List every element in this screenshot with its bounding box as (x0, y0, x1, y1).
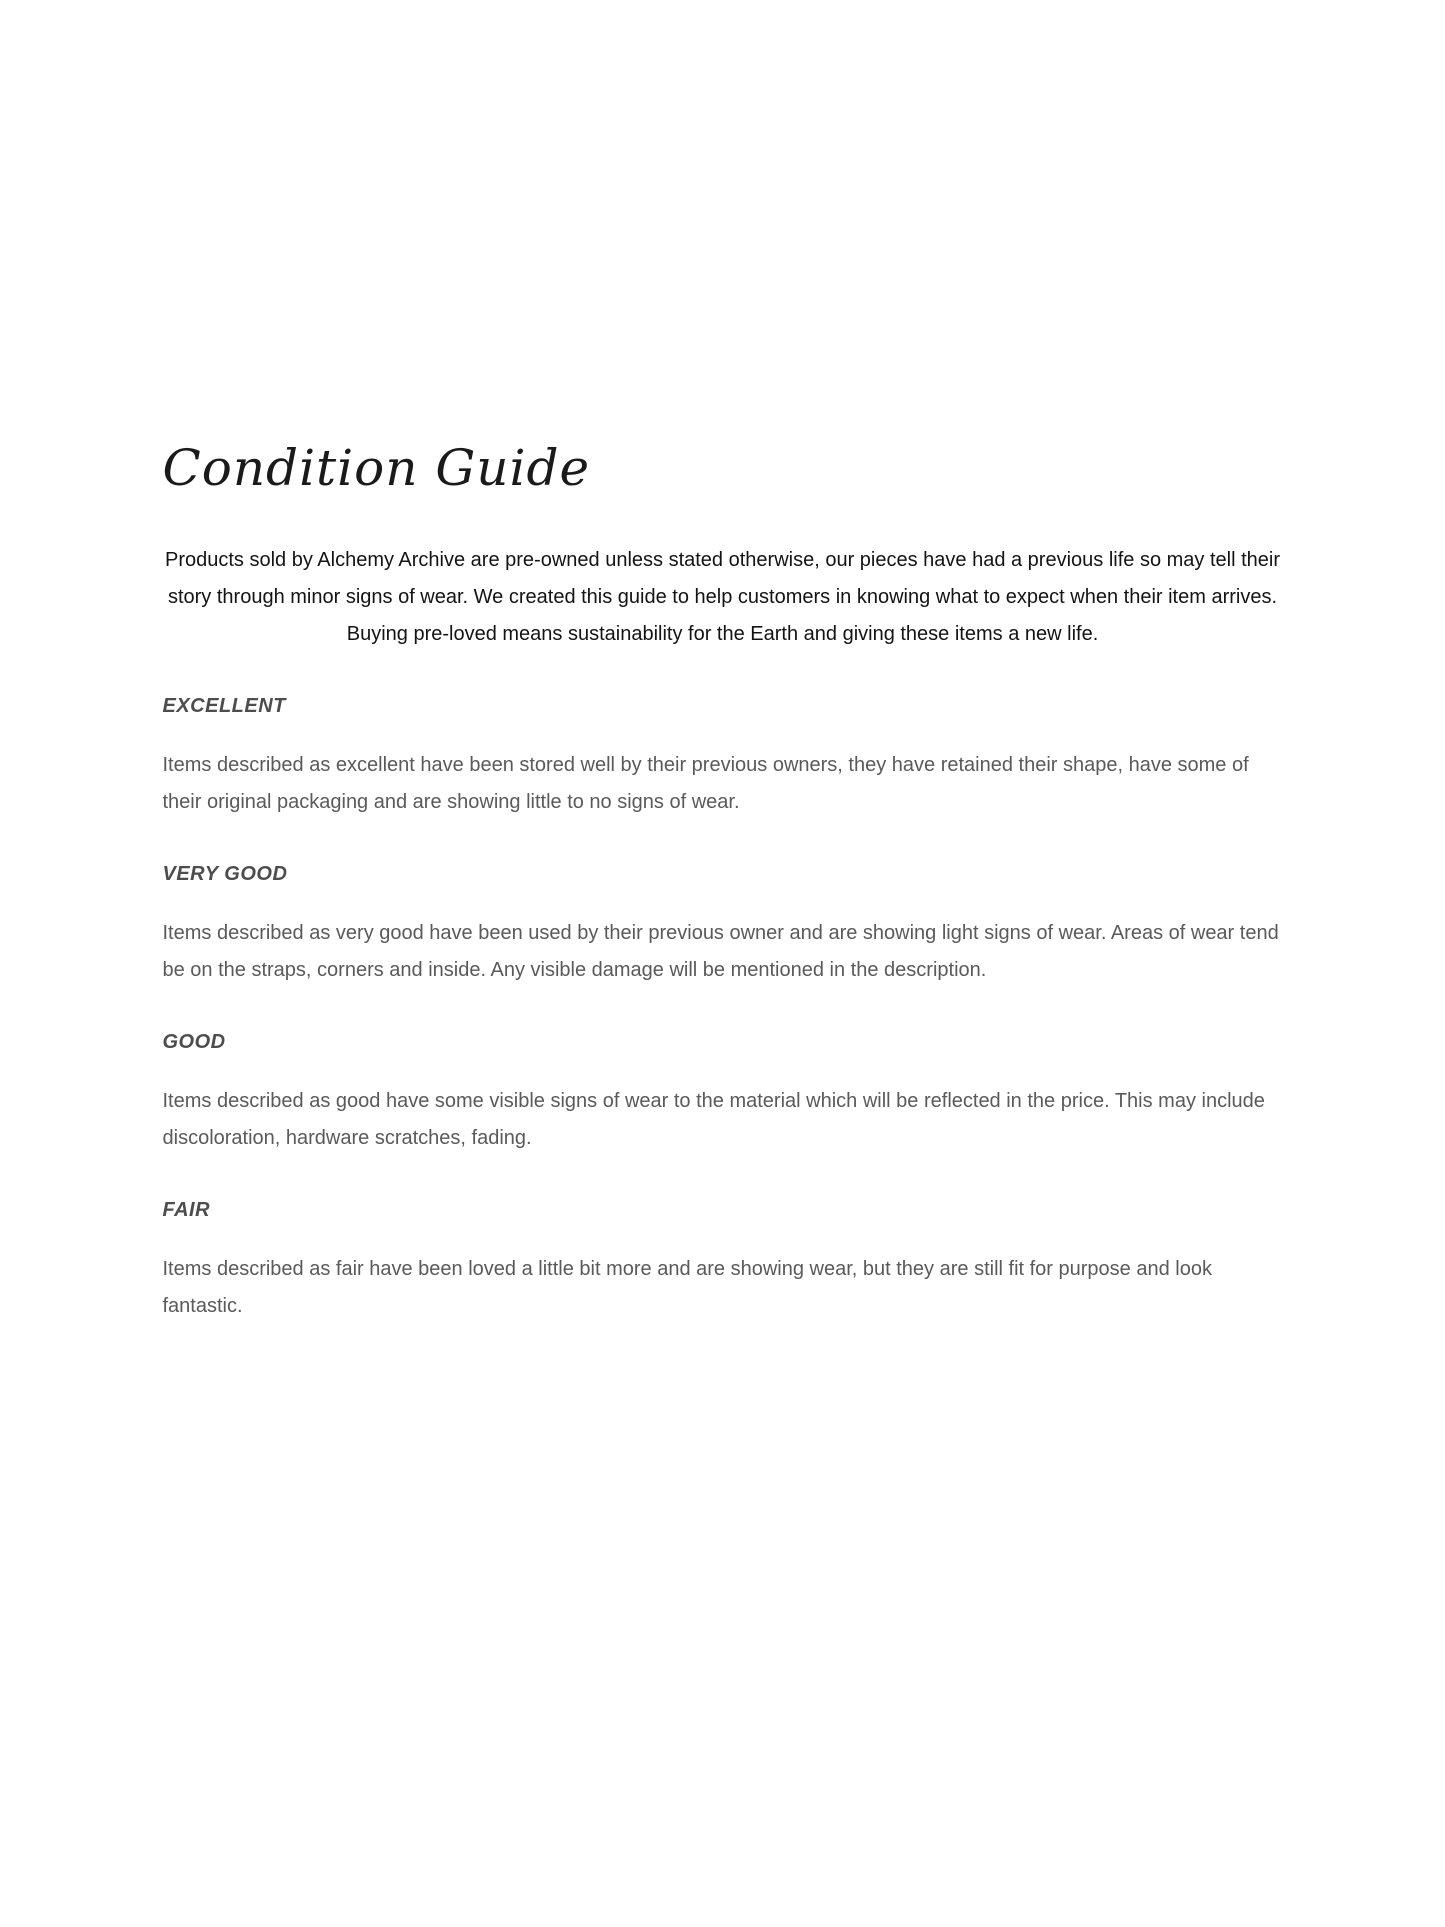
section-heading-good: GOOD (162, 1031, 226, 1053)
intro-paragraph: Products sold by Alchemy Archive are pre-owned unless stated otherwise, our pieces have had a previous life so may tell their story through minor signs of wear. We created this guide to help customers in knowing what to expect when their item arrives. Buying pre-loved means sustainability for the Earth and giving these items a new life. (164, 549, 1281, 645)
section-heading-fair: FAIR (162, 1199, 211, 1221)
section-very-good (163, 861, 1283, 989)
section-body-good: Items described as good have some visible signs of wear to the material which will be reflected in the price. This may include discoloration, hardware scratches, fading. (162, 1090, 1265, 1149)
section-heading-very-good: VERY GOOD (162, 863, 288, 885)
section-fair (163, 1197, 1283, 1325)
section-body-excellent: Items described as excellent have been stored well by their previous owners, they have retained their shape, have some of their original packaging and are showing little to no signs of wear. (162, 754, 1249, 813)
section-body-very-good: Items described as very good have been used by their previous owner and are showing light signs of wear. Areas of wear tend be on the straps, corners and inside. Any visible damage will be mentioned in the description. (162, 922, 1279, 981)
section-excellent (163, 693, 1283, 821)
section-good (163, 1029, 1283, 1157)
page-title: Condition Guide (162, 439, 591, 497)
content-column (163, 0, 1283, 1325)
section-body-fair: Items described as fair have been loved a little bit more and are showing wear, but they are still fit for purpose and look fantastic. (162, 1258, 1212, 1317)
section-heading-excellent: EXCELLENT (162, 695, 286, 717)
